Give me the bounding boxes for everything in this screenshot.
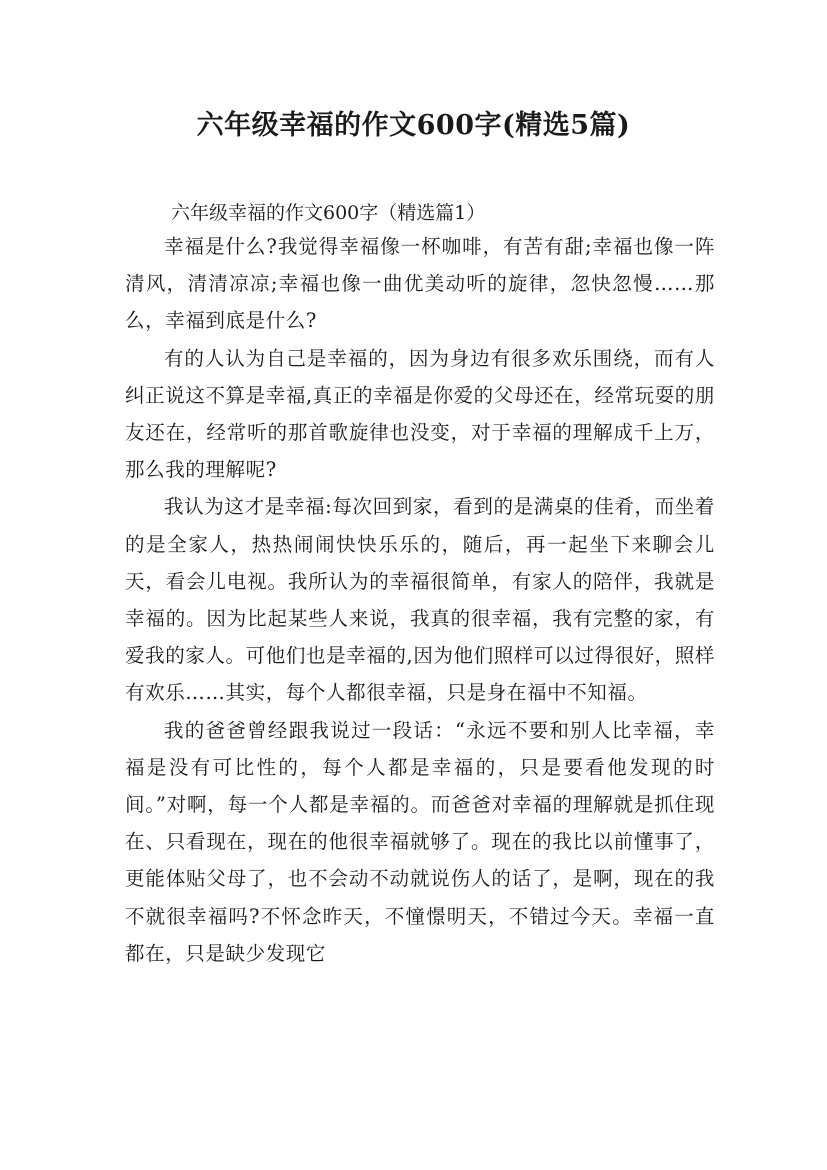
paragraph: 我的爸爸曾经跟我说过一段话：“永远不要和别人比幸福，幸福是没有可比性的，每个人都是幸福的，只是要看他发现的时间。”对啊，每一个人都是幸福的。而爸爸对幸福的理解就是抓住现在、只看现在，现在的他很幸福就够了。现在的我比以前懂事了，更能体贴父母了，也不会动不动就说伤人的话了，是啊，现在的我不就很幸福吗?不怀念昨天，不憧憬明天，不错过今天。幸福一直都在，只是缺少发现它 [125, 718, 715, 965]
paragraph: 我认为这才是幸福:每次回到家，看到的是满桌的佳肴，而坐着的是全家人，热热闹闹快快乐乐的，随后，再一起坐下来聊会儿天，看会儿电视。我所认为的幸福很简单，有家人的陪伴，我就是幸福的。因为比起某些人来说，我真的很幸福，我有完整的家，有爱我的家人。可他们也是幸福的,因为他们照样可以过得很好，照样有欢乐……其实，每个人都很幸福，只是身在福中不知福。 [125, 495, 715, 705]
document-title: 六年级幸福的作文600字(精选5篇) [196, 110, 631, 141]
paragraph: 有的人认为自己是幸福的，因为身边有很多欢乐围绕，而有人纠正说这不算是幸福,真正的幸福是你爱的父母还在，经常玩耍的朋友还在，经常听的那首歌旋律也没变，对于幸福的理解成千上万，那么我的理解呢? [125, 346, 715, 482]
paragraph: 幸福是什么?我觉得幸福像一杯咖啡，有苦有甜;幸福也像一阵清风，清清凉凉;幸福也像一曲优美动听的旋律，忽快忽慢……那么，幸福到底是什么? [125, 235, 715, 333]
section-heading: 六年级幸福的作文600字（精选篇1） [171, 202, 486, 224]
document-body [125, 228, 715, 972]
